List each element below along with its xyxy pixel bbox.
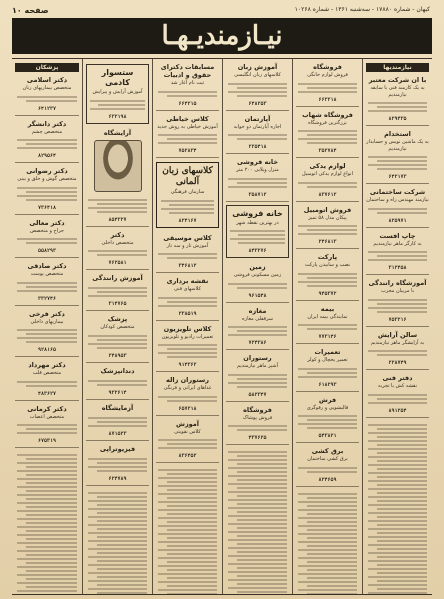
ad-body-lines — [366, 390, 429, 408]
classified-ad — [86, 443, 149, 486]
ad-phone: ۳۱۲۴۵۸ — [388, 265, 407, 271]
classified-ad — [226, 61, 289, 111]
ad-heading: کلاس خیاطی — [166, 114, 209, 123]
ad-phone: ۶۱۸۲۹۳ — [318, 381, 337, 388]
ad-phone: ۶۴۲۱۷۳ — [388, 174, 407, 180]
ad-phone: ۳۵۲۷۸۴ — [318, 148, 337, 154]
filler-text — [296, 489, 359, 595]
ad-phone: ۷۵۳۲۱۶ — [388, 316, 407, 323]
ad-body-lines — [296, 79, 359, 97]
ad-heading: کلاس تلویزیون — [163, 324, 212, 333]
ad-phone: ۸۲۴۶۵۹ — [318, 476, 337, 483]
ad-heading: لوازم یدکی — [309, 162, 346, 170]
ad-body-lines — [296, 463, 359, 477]
classified-ad — [296, 346, 359, 392]
ad-phone: ۸۷۱۵۲۳ — [108, 430, 127, 437]
ad-phone: ۶۲۴۷۸۹ — [108, 475, 127, 482]
classified-ad — [296, 61, 359, 107]
ad-text: کلاسهای زبان انگلیسی — [234, 72, 281, 78]
ad-heading: فرش — [318, 395, 337, 404]
ad-body-lines — [15, 420, 79, 438]
classified-ad — [296, 303, 359, 345]
section-header: پزشکان — [15, 63, 79, 72]
classified-columns — [12, 58, 432, 595]
masthead-title: نیـازمندیـهـا — [161, 21, 283, 51]
ad-heading: دکتر فرخی — [29, 309, 65, 318]
classified-ad — [15, 260, 79, 306]
ad-heading: دفتر فنی — [382, 374, 413, 382]
classified-ad — [86, 313, 149, 363]
ad-body-lines — [156, 392, 219, 406]
ad-phone: ۷۶۲۵۸۱ — [108, 260, 127, 266]
ad-phone: ۸۵۴۳۲۷ — [108, 216, 127, 223]
ad-body-lines — [156, 293, 219, 311]
ad-heading: رستوران — [243, 354, 272, 362]
ad-text: آشپز ماهر نیازمندیم — [237, 363, 278, 369]
ad-phone: ۸۲۹۴۳۵ — [388, 116, 407, 122]
ad-body-lines — [226, 130, 289, 144]
ad-body-lines — [86, 246, 149, 260]
classified-ad — [296, 160, 359, 202]
ad-text: متخصص قلب — [32, 370, 62, 376]
ad-phone: ۸۲۹۵۶۴ — [37, 153, 57, 159]
ad-phone: ۹۳۲۶۱۴ — [108, 389, 127, 396]
ad-phone: ۸۹۱۲۵۴ — [388, 407, 407, 414]
classified-ad — [156, 162, 219, 228]
classified-ad — [226, 352, 289, 402]
ad-phone: ۷۷۳۱۴۶ — [318, 334, 337, 340]
ad-heading: آموزش رانندگی — [92, 274, 143, 282]
ad-body-lines — [15, 325, 79, 347]
ad-text: نیازمند مهندس راه و ساختمان — [366, 197, 429, 203]
ad-body-lines — [88, 96, 147, 114]
ad-phone: ۲۴۶۸۱۳ — [318, 239, 337, 245]
classified-ad — [15, 74, 79, 116]
filler-text — [366, 420, 429, 595]
classified-ad — [226, 113, 289, 155]
classified-ad — [86, 402, 149, 441]
classified-ad — [86, 64, 149, 124]
filler-text — [15, 450, 79, 594]
ad-text: تعمیرات رادیو و تلویزیون — [161, 333, 214, 340]
ad-text: آموزش تار و سه تار — [166, 242, 209, 249]
ad-text: قالیشویی و رفوگری — [306, 404, 349, 411]
ad-text: آموزش آرایش و پیرایش — [92, 89, 143, 95]
classified-ad — [156, 374, 219, 416]
ad-heading: پزشک — [107, 315, 128, 323]
ad-text: متخصص پوست — [30, 271, 64, 277]
ad-phone: ۸۳۶۴۵۲ — [178, 453, 197, 459]
ad-heading: دکتر مهرداد — [28, 361, 66, 369]
ad-heading: شرکت ساختمانی — [369, 188, 426, 196]
classified-ad — [15, 165, 79, 215]
portrait-photo — [94, 140, 142, 192]
classified-ad — [226, 261, 289, 303]
ad-phone: ۲۲۵۴۱۸ — [248, 144, 267, 150]
column-3 — [222, 59, 292, 594]
ad-body-lines — [296, 178, 359, 192]
ad-body-lines — [86, 454, 149, 476]
ad-body-lines — [156, 435, 219, 453]
classified-ad — [15, 359, 79, 401]
ad-heading: خانه فروشی — [232, 208, 283, 218]
ad-text: متخصص بیماریهای زنان — [22, 85, 72, 91]
ad-body-lines — [15, 234, 79, 248]
ad-phone: ۷۲۴۳۸۶ — [248, 340, 267, 346]
ad-phone: ۲۴۸۹۵۳ — [108, 352, 127, 359]
column-6 — [12, 59, 82, 594]
ad-body-lines — [15, 92, 79, 106]
section-header: نیازمندیها — [366, 63, 429, 72]
ad-heading: دکتر دانشگر — [27, 119, 67, 128]
column-5 — [82, 59, 152, 594]
ad-text: به آرایشگر ماهر نیازمندیم — [370, 339, 425, 346]
ad-phone: ۹۲۸۱۶۵ — [37, 347, 57, 353]
ad-heading: دندانپزشک — [100, 366, 135, 375]
ad-heading: آموزش زبان — [237, 63, 278, 71]
ad-body-lines — [15, 183, 79, 205]
ad-heading: دکتر صادقی — [27, 262, 67, 270]
ad-phone: ۹۴۵۳۷۲ — [318, 290, 337, 297]
ad-phone: ۸۲۵۹۷۱ — [388, 217, 407, 224]
ad-phone: ۵۵۸۲۹۳ — [37, 248, 57, 254]
ad-body-lines — [15, 278, 79, 296]
ad-body-lines — [296, 221, 359, 239]
ad-text: کلاس تقویتی — [174, 428, 201, 435]
classified-ad — [156, 323, 219, 373]
ad-body-lines — [296, 320, 359, 334]
ad-text: فروش پوشاک — [242, 414, 273, 421]
ad-phone: ۸۲۴۱۶۷ — [178, 217, 197, 224]
filler-text — [156, 465, 219, 594]
classified-ad — [366, 74, 429, 126]
ad-text: به یک ماشین نویس و حسابدار نیازمندیم — [366, 139, 429, 152]
classified-ad — [296, 251, 359, 301]
ad-text: بیماریهای داخلی — [30, 318, 64, 325]
ad-body-lines — [86, 195, 149, 217]
ad-body-lines — [366, 98, 429, 116]
ad-text: نمایندگی بیمه ایران — [307, 313, 348, 320]
classified-ad — [15, 308, 79, 358]
ad-heading: آپارتمان — [244, 114, 271, 123]
ad-heading: ستسوار کادمی — [101, 68, 134, 87]
ad-heading: مغازه — [248, 306, 267, 315]
ad-phone: ۶۶۳۲۱۸ — [318, 96, 337, 103]
ad-body-lines — [226, 370, 289, 392]
ad-text: منزل ویلایی ۲۰۰ متر — [236, 167, 279, 173]
ad-phone: ۳۵۸۷۱۲ — [248, 191, 267, 198]
ad-text: انواع لوازم یدکی اتومبیل — [302, 171, 353, 177]
ad-body-lines — [86, 331, 149, 353]
ad-heading: بیمه — [320, 304, 335, 313]
ad-heading: رستوران زاله — [166, 376, 209, 384]
ad-body-lines — [15, 135, 79, 153]
ad-heading: استخدام — [384, 130, 411, 138]
classified-ad — [156, 418, 219, 464]
ad-phone: ۴۳۷۶۲۵ — [248, 435, 267, 441]
page-number: صفحه ۱۰ — [12, 6, 49, 15]
ad-heading: زمین — [249, 263, 266, 271]
filler-text — [226, 447, 289, 594]
ad-heading: فروشگاه شهاب — [302, 110, 353, 119]
classified-ad — [86, 272, 149, 311]
ad-text: سرقفلی مغازه — [242, 315, 273, 322]
ad-text: برق کشی ساختمان — [307, 456, 348, 462]
ad-body-lines — [226, 322, 289, 340]
ad-heading: چاپ افست — [379, 231, 416, 240]
ad-phone: ۴۸۳۶۲۷ — [37, 390, 57, 397]
ad-text: متخصص داخلی — [101, 239, 134, 246]
ad-heading: برق کشی — [311, 447, 344, 455]
ad-body-lines — [296, 411, 359, 433]
ad-text: اجاره آپارتمان دو خوابه — [233, 123, 282, 130]
classified-ad — [226, 404, 289, 446]
ad-body-lines — [366, 152, 429, 174]
ad-text: با مربیان مجرب — [381, 288, 414, 294]
ad-heading: با ان شرکت معتبر — [368, 76, 427, 84]
ad-heading: کلاسهای زبان آلمانی — [162, 166, 213, 187]
column-4 — [152, 59, 222, 594]
classified-ad — [15, 118, 79, 164]
ad-body-lines — [86, 413, 149, 431]
ad-text: تعمیر یخچال و کولر — [307, 357, 348, 363]
ad-heading: نقشه برداری — [166, 277, 209, 285]
classified-ad — [296, 394, 359, 444]
ad-heading: آرایشگاه — [103, 128, 132, 137]
ad-phone: ۹۶۱۵۴۸ — [248, 292, 267, 299]
ad-heading: دکتر کرمانی — [27, 404, 67, 413]
ad-body-lines — [15, 377, 79, 391]
ad-heading: دکتر معالی — [29, 218, 65, 227]
ad-heading: فروشگاه — [243, 405, 272, 414]
ad-body-lines — [226, 421, 289, 435]
ad-heading: دکتر — [110, 230, 125, 239]
ad-text: فروش لوازم خانگی — [307, 72, 348, 78]
classified-ad — [366, 277, 429, 327]
ad-phone: ۵۴۳۸۲۱ — [318, 433, 337, 439]
classified-ad — [86, 127, 149, 227]
classified-ad — [156, 61, 219, 111]
ad-body-lines — [296, 364, 359, 382]
classified-ad — [366, 128, 429, 184]
classified-ad — [86, 229, 149, 271]
ad-body-lines — [226, 79, 289, 101]
ad-phone: ۵۸۲۳۴۷ — [248, 391, 267, 398]
ad-phone: ۹۱۴۳۶۲ — [178, 362, 197, 368]
ad-heading: آزمایشگاه — [101, 403, 134, 412]
ad-body-lines — [366, 295, 429, 317]
ad-text: جراح و متخصص — [30, 227, 64, 234]
column-1 — [362, 59, 432, 594]
ad-phone: ۷۳۶۴۱۸ — [37, 204, 57, 211]
ad-heading: آموزش — [175, 419, 200, 428]
ad-phone: ۲۲۸۷۴۹ — [388, 360, 407, 366]
ad-text: متخصص کودکان — [100, 324, 135, 330]
masthead — [12, 18, 432, 54]
ad-text: غذاهای ایرانی و فرنگی — [163, 385, 212, 391]
ad-heading: دکتر اسلامی — [26, 76, 68, 84]
ad-body-lines — [226, 174, 289, 192]
ad-body-lines — [228, 226, 287, 248]
classified-ad — [296, 204, 359, 250]
ad-heading: دکتر رضوانی — [26, 167, 68, 175]
ad-body-lines — [296, 126, 359, 148]
ad-phone: ۶۷۵۳۱۹ — [37, 438, 57, 444]
ad-text: نصب و سابیدن پارکت — [304, 262, 351, 268]
column-2 — [292, 59, 362, 594]
ad-heading: تعمیرات — [314, 348, 341, 356]
classified-ad — [226, 305, 289, 351]
ad-text: آموزش خیاطی به روش جدید — [157, 123, 218, 130]
ad-text: متخصص گوش و حلق و بینی — [17, 176, 77, 182]
ad-phone: ۸۴۳۲۷۶ — [248, 248, 267, 254]
ad-text: سازمان فرهنگی — [170, 189, 205, 195]
classified-ad — [226, 156, 289, 202]
filler-text — [86, 488, 149, 595]
ad-body-lines — [156, 340, 219, 362]
ad-body-lines — [366, 247, 429, 265]
classified-ad — [366, 230, 429, 276]
classified-ad — [15, 403, 79, 449]
ad-text: متخصص اعصاب — [29, 413, 65, 420]
ad-body-lines — [366, 346, 429, 360]
ad-phone: ۶۵۷۲۱۸ — [178, 405, 197, 412]
ad-text: در بهترین نقطه شهر — [236, 219, 279, 226]
ad-phone: ۷۵۲۸۳۴ — [178, 148, 197, 154]
ad-body-lines — [159, 196, 216, 218]
classified-ad — [366, 186, 429, 228]
ad-heading: آموزشگاه رانندگی — [368, 279, 427, 287]
ad-body-lines — [156, 130, 219, 148]
classified-ad — [296, 109, 359, 159]
ad-phone: ۳۱۴۷۶۵ — [108, 301, 127, 307]
ad-phone: ۲۳۸۵۱۹ — [178, 310, 197, 317]
ad-text: پیکان مدل ۵۸ تمیز — [308, 214, 347, 221]
classified-ad — [156, 113, 219, 159]
ad-body-lines — [156, 249, 219, 263]
ad-heading: پارکت — [317, 253, 338, 261]
ad-body-lines — [296, 269, 359, 291]
ad-phone: ۶۴۱۲۳۷ — [37, 105, 57, 112]
classified-ad — [226, 205, 289, 259]
dateline: کیهان - شماره ۱۷۸۸۰ - سه‌شنبه ۱۳۶۱ - شماره ۱۰۲۶۸ — [294, 6, 430, 13]
ad-heading: فیزیوتراپی — [99, 444, 136, 453]
classified-ad — [156, 232, 219, 274]
ad-text: نقشه کش با تجربه — [378, 383, 417, 389]
ad-text: بزرگترین فروشگاه — [308, 119, 347, 126]
ad-text: زمین مسکونی فروشی — [233, 272, 282, 278]
ad-text: ثبت نام آغاز شد — [170, 80, 205, 86]
classified-ad — [366, 329, 429, 371]
ad-text: کلاسهای فنی — [174, 286, 201, 292]
ad-heading: فروشگاه — [313, 63, 342, 71]
ad-body-lines — [226, 279, 289, 293]
ad-heading: سالن آرایش — [377, 330, 418, 339]
ad-phone: ۶۴۸۲۵۳ — [248, 100, 267, 107]
classified-ad — [366, 372, 429, 418]
ad-phone: ۸۳۷۶۱۲ — [318, 191, 337, 198]
ad-heading: کلاس موسیقی — [163, 233, 212, 242]
ad-body-lines — [366, 204, 429, 218]
classified-ad — [156, 275, 219, 321]
classified-ad — [15, 217, 79, 259]
ad-heading: فروش اتومبیل — [303, 205, 352, 214]
ad-body-lines — [86, 376, 149, 390]
ad-phone: ۳۴۶۸۱۲ — [178, 263, 197, 269]
ad-text: به کارگر ماهر نیازمندیم — [373, 240, 422, 247]
ad-heading: مسابقات دکترای حقوق و ادبیات — [160, 63, 215, 79]
ad-phone: ۶۶۴۲۱۵ — [178, 100, 197, 107]
ad-phone: ۳۳۲۷۴۶ — [37, 295, 57, 302]
ad-body-lines — [86, 283, 149, 301]
ad-text: به یک کارمند فنی با سابقه نیازمندیم — [370, 85, 425, 98]
classified-ad — [296, 445, 359, 487]
ad-phone: ۶۳۲۱۹۸ — [108, 113, 127, 120]
ad-text: متخصص چشم — [31, 128, 63, 135]
ad-heading: خانه فروشی — [236, 158, 279, 166]
classified-ad — [86, 365, 149, 400]
ad-body-lines — [156, 87, 219, 101]
